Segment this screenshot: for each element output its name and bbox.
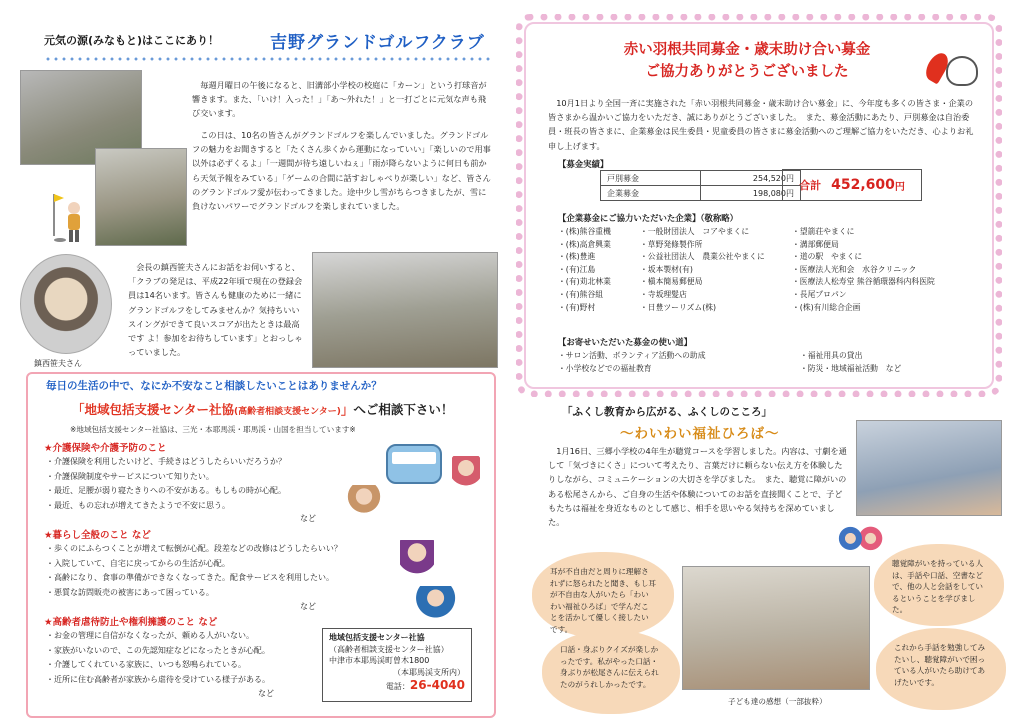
list-item: ・ 高齢になり、食事の準備ができなくなってきた。配食サービスを利用したい。 [46,571,346,586]
donation-use-label: 【お寄せいただいた募金の使い道】 [558,337,692,347]
golf-paragraph-1: 毎週月曜日の午後になると、旧溝部小学校の校庭に「カーン」という打球音が響きます。また、「いけ！入った！」「あ〜外れた！」と一打ごとに元気な声も飛び交います。 [192,80,487,119]
donation-total [782,169,922,201]
dotted-divider [44,56,492,62]
consult-banner-tail: へご相談下さい！ [353,402,454,417]
consultation-illustration-icon [416,586,472,626]
donation-results-table [600,170,801,201]
caregiver-illustration-icon [452,456,480,496]
list-item: ・ 公益社団法人 農業公社やまくに [640,251,765,264]
children-illustration-icon [836,520,884,566]
list-item: ・ 最近、足腰が弱り寝たきりへの不安がある。もしもの時が心配。 [46,484,386,499]
golf-tagline: 元気の源(みなもと)はここにあり！ [44,34,220,47]
list-item: ・ お金の管理に自信がなくなったが、頼める人がいない。 [46,629,326,644]
list-item: ・ (株)高倉興業 [558,239,611,252]
corp-donors-col1 [558,226,611,314]
comment-bubble-4: これから手話を勉強してみたいし、聴覚障がいで困っている人がいたら助けてあげたいです。 [876,628,1006,710]
consult-banner-close: 」 [340,402,354,417]
list-item: ・ (株)熊谷重機 [558,226,611,239]
list-item: ・ 長尾プロパン [792,289,935,302]
comment-bubble-1: 耳が不自由だと周りに理解されずに怒られたと聞き、もし耳が不自由な人がいたら「わいわい福祉ひろば」で学んだことを活かして優しく接したいです。 [532,552,674,638]
list-item: ・ 福祉用具の貸出 [800,350,901,363]
contact-phone-number: 26-4040 [409,678,465,692]
list-item: ・ 介護保険を利用したいけど、手続きはどうしたらいいだろうか？ [46,455,386,470]
contact-branch: （本耶馬渓支所内） [393,667,465,677]
contact-address: 中津市本耶馬渓町曽木1800 [329,656,430,665]
list-item: ・ 最近、もの忘れが増えてきたようで不安に思う。 [46,499,386,514]
list-item: ・ 防災・地域福祉活動 など [800,363,901,376]
corp-donors-col2 [640,226,765,314]
list-item: ・ 槇本簡易郵便局 [640,276,765,289]
fukushi-paragraph: 1月16日、三郷小学校の4年生が聴覚コースを学習しました。内容は、寸劇を通して「気づきにくさ」について考えたり、言葉だけに頼らない伝え方を体験したりしながら、コミュニケーションの大切さを学びました。 また、聴覚に障がいのある松尾さんから、ご自身の生活や体験についてのお話を直接聞くことで、子どもたちは福祉を身近なものとして感じ、相手を思いやる気持ちを深めていました。 [548,446,847,528]
elderly-falling-illustration-icon [344,485,384,531]
comment-bubble-3: 聴覚障がいを持っている人は、手話や口話、空書などで、他の人と会話をしているということを学びました。 [874,544,1004,626]
corp-donors-col3 [792,226,935,314]
donation-results-label: 【募金実績】 [558,159,609,169]
mascot-icon [946,56,978,86]
list-item: ・ (有)苅北林業 [558,276,611,289]
fund-name: 戸別募金 [601,171,701,186]
golf-paragraph-3: 会長の鎮西笹夫さんにお話をお伺いすると、「クラブの発足は、平成22年頃で現在の登録会員は14名います。皆さんも健康のために一緒にグランドゴルフをしてみませんか？気持ちいいスイングができて良いスコアが出たときは最高です よ！参加をお待ちしています」とおっしゃっていました。 [128,262,303,358]
fukushi-heading: 「ふくし教育から広がる、ふくしのこころ」 [562,406,772,418]
total-amount: 452,600 [831,177,895,193]
list-item: ・ 溝部郵便局 [792,239,935,252]
table-row [601,186,801,201]
list-item: ・ 介護してくれている家族に、いつも怒鳴られている。 [46,658,326,673]
list-item: ・ 日豊ツーリズム(株) [640,302,765,315]
elderly-woman-illustration-icon [400,540,434,590]
section-abuse-prevention-title: ★高齢者虐待防止や権利擁護のこと など [44,617,218,628]
donation-intro: 10月1日より全国一斉に実施された「赤い羽根共同募金・歳末助け合い募金」に、今年度も多くの皆さま・企業の皆さまから温かいご協力をいただき、誠にありがとうございました。 また、募金活動にあたり、戸別募金は自治委員・班長の皆さまに、企業募金は民生委員・児童委員の皆さまに募金活動へのご理解ご協力をいただき、心よりお礼申し上げます。 [548,98,974,151]
list-item: ・ 悪質な訪問販売の被害にあって困っている。 [46,586,346,601]
total-unit: 円 [894,181,905,193]
list-item: ・ 寺坂理髪店 [640,289,765,302]
list-item: ・ 家族がいないので、この先認知症などになったときが心配。 [46,644,326,659]
fund-amount: 254,520円 [701,171,801,186]
list-item: ・ 入院していて、自宅に戻ってからの生活が心配。 [46,557,346,572]
list-item: ・ (株)豊進 [558,251,611,264]
list-item: ・ (有)野村 [558,302,611,315]
corp-donors-label: 【企業募金にご協力いただいた企業】（敬称略） [558,213,739,223]
section-living-title: ★暮らし全般のこと など [44,530,151,541]
contact-box [322,628,472,702]
golf-title: 吉野グランドゴルフクラブ [270,33,485,53]
list-item: ・ 小学校などでの福祉教育 [558,363,706,376]
group-photo-children [682,566,870,690]
donation-use-col2 [800,350,901,375]
classroom-photo [856,420,1002,516]
chairman-photo [20,254,112,354]
golf-photo-2 [95,148,187,246]
table-row [601,171,801,186]
fund-amount: 198,080円 [701,186,801,201]
chairman-caption: 鎮西笹夫さん [34,359,82,368]
list-item: ・ 医療法人光和会 水谷クリニック [792,264,935,277]
list-item: ・ 望箭荘やまくに [792,226,935,239]
section-living-more: など [300,602,316,611]
list-item: ・ 草野発條製作所 [640,239,765,252]
contact-org: 地域包括支援センター社協 [329,633,425,642]
golfer-illustration-icon [48,188,86,246]
consult-banner-main: 「地域包括支援センター社協 [72,402,235,417]
consult-note: ※地域包括支援センター社協は、三光・本耶馬渓・耶馬渓・山国を担当しています※ [70,425,356,434]
consult-banner-sub: (高齢者相談支援センター) [234,407,341,417]
consult-banner [72,400,453,418]
list-item: ・ 道の駅 やまくに [792,251,935,264]
list-item: ・ (有)江島 [558,264,611,277]
golf-paragraph-2: この日は、10名の皆さんがグランドゴルフを楽しんでいました。グランドゴルフの魅力をお聞きすると「たくさん歩くから運動になっていい」「楽しいので用事以外は必ずくるよ」「一週間が待ち遠しいねぇ」「雨が降らないように何日も前から天気予報をみている」「ゲームの合間に話すおしゃべりが楽しい」など、皆さんのグランドゴルフ愛が伝わってきました。途中少し雪がちらつきましたが、雪に負けないパワーでグランドゴルフを楽しまれていました。 [192,130,491,212]
contact-phone-row [329,680,465,693]
golf-group-photo [312,252,498,368]
consult-heading: 毎日の生活の中で、なにか不安なこと相談したいことはありませんか？ [46,380,382,392]
fukushi-title: 〜わいわい福祉ひろば〜 [620,426,780,442]
list-item: ・ 一般財団法人 コアやまくに [640,226,765,239]
comment-bubble-2: 口話・身ぶりクイズが楽しかったです。私がやった口話・身ぶりが松尾さんに伝えられたのがうれしかったです。 [542,630,680,714]
contact-org-sub: （高齢者相談支援センター社協） [329,644,449,654]
section-care-insurance-list [46,455,386,513]
section-abuse-prevention-more: など [258,689,274,698]
list-item: ・ (株)有川総合企画 [792,302,935,315]
list-item: ・ 医療法人松寿堂 熊谷循環器科内科医院 [792,276,935,289]
donation-use-col1 [558,350,706,375]
contact-phone-label: 電話： [385,682,410,691]
list-item: ・ 歩くのにふらつくことが増えて転倒が心配。段差などの改修はどうしたらいい？ [46,542,346,557]
list-item: ・ サロン活動、ボランティア活動への助成 [558,350,706,363]
section-care-insurance-title: ★介護保険や介護予防のこと [44,443,167,454]
list-item: ・ (有)熊谷組 [558,289,611,302]
list-item: ・ 近所に住む高齢者が家族から虐待を受けている様子がある。 [46,673,326,688]
donation-title-line1: 赤い羽根共同募金・歳末助け合い募金 [623,42,871,58]
donation-title-line2: ご協力ありがとうございました [645,64,849,80]
list-item: ・ 介護保険制度やサービスについて知りたい。 [46,470,386,485]
list-item: ・ 坂本製材(有) [640,264,765,277]
total-label: 合計 [799,179,822,192]
bus-illustration-icon [386,444,442,484]
section-living-list [46,542,346,600]
children-photo-caption: 子ども達の感想（一部抜粋） [728,697,827,706]
section-abuse-prevention-list [46,629,326,687]
section-care-insurance-more: など [300,514,316,523]
fund-name: 企業募金 [601,186,701,201]
